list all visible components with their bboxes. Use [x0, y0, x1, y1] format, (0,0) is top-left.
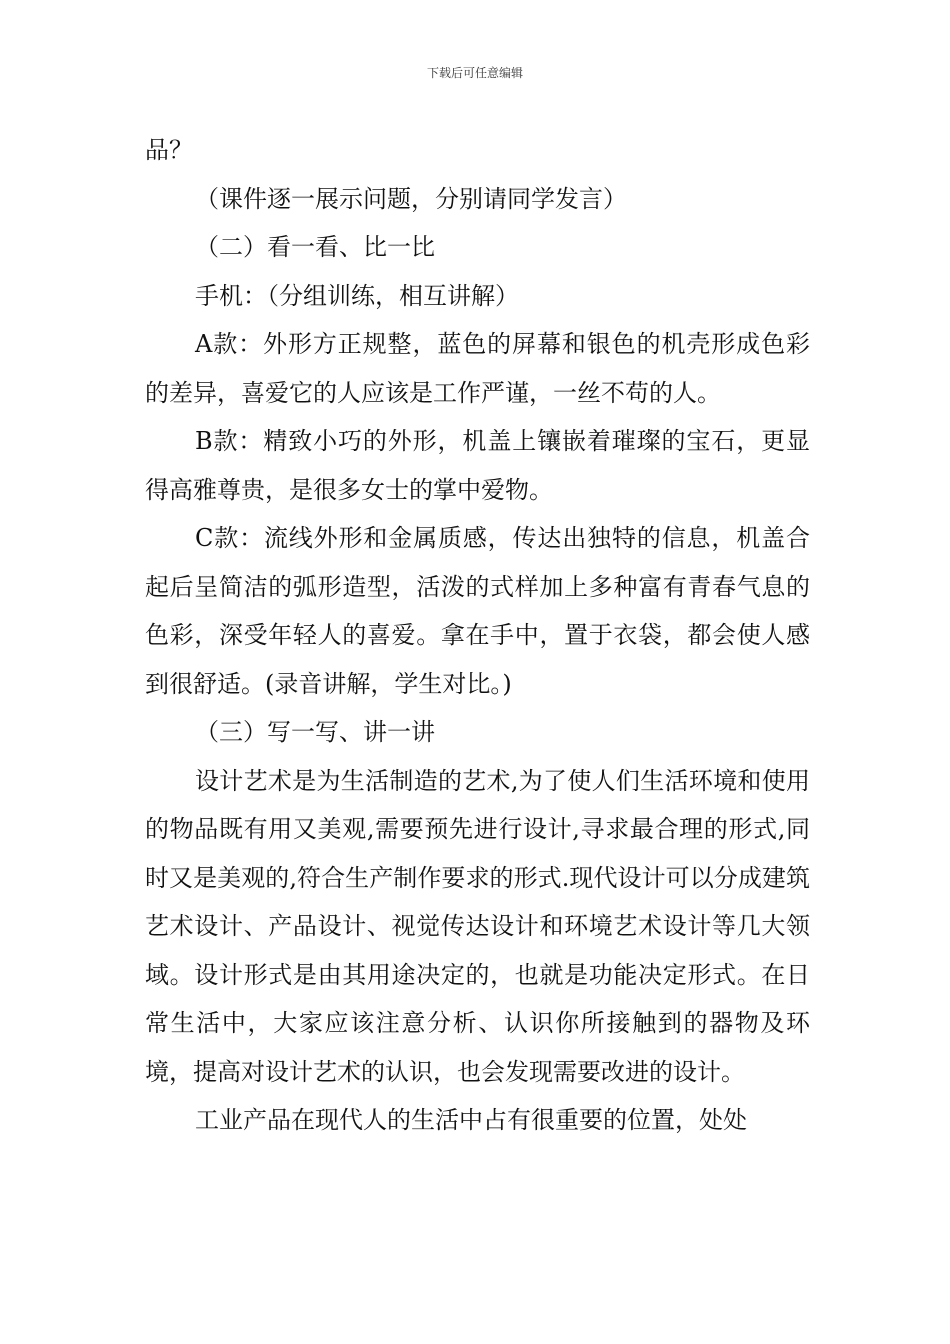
paragraph-1: 品？	[145, 136, 193, 164]
paragraph-2: （课件逐一展示问题，分别请同学发言）	[195, 184, 627, 213]
paragraph-industrial: 工业产品在现代人的生活中占有很重要的位置，处处	[195, 1106, 747, 1134]
paragraph-model-c: C款：流线外形和金属质感，传达出独特的信息，机盖合起后呈简洁的弧形造型，活泼的式样加上多种富有青春气息的色彩，深受年轻人的喜爱。拿在手中，置于衣袋，都会使人感到很舒适。(录音讲解，学生对比。)	[145, 524, 810, 698]
paragraph-model-b: B款：精致小巧的外形，机盖上镶嵌着璀璨的宝石，更显得高雅尊贵，是很多女士的掌中爱物。	[145, 427, 810, 504]
document-body	[145, 126, 810, 1145]
page-header: 下载后可任意编辑	[426, 66, 523, 80]
section-heading-2: （二）看一看、比一比	[195, 233, 435, 261]
section-heading-3: （三）写一写、讲一讲	[195, 718, 435, 746]
paragraph-4: 手机：（分组训练，相互讲解）	[195, 281, 519, 310]
paragraph-design-art: 设计艺术是为生活制造的艺术,为了使人们生活环境和使用的物品既有用又美观,需要预先进行设计,寻求最合理的形式,同时又是美观的,符合生产制作要求的形式.现代设计可以分成建筑艺术设计、产品设计、视觉传达设计和环境艺术设计等几大领域。设计形式是由其用途决定的，也就是功能决定形式。在日常生活中，大家应该注意分析、认识你所接触到的器物及环境，提高对设计艺术的认识，也会发现需要改进的设计。	[145, 766, 810, 1086]
paragraph-model-a: A款：外形方正规整，蓝色的屏幕和银色的机壳形成色彩的差异，喜爱它的人应该是工作严谨，一丝不苟的人。	[145, 330, 810, 407]
